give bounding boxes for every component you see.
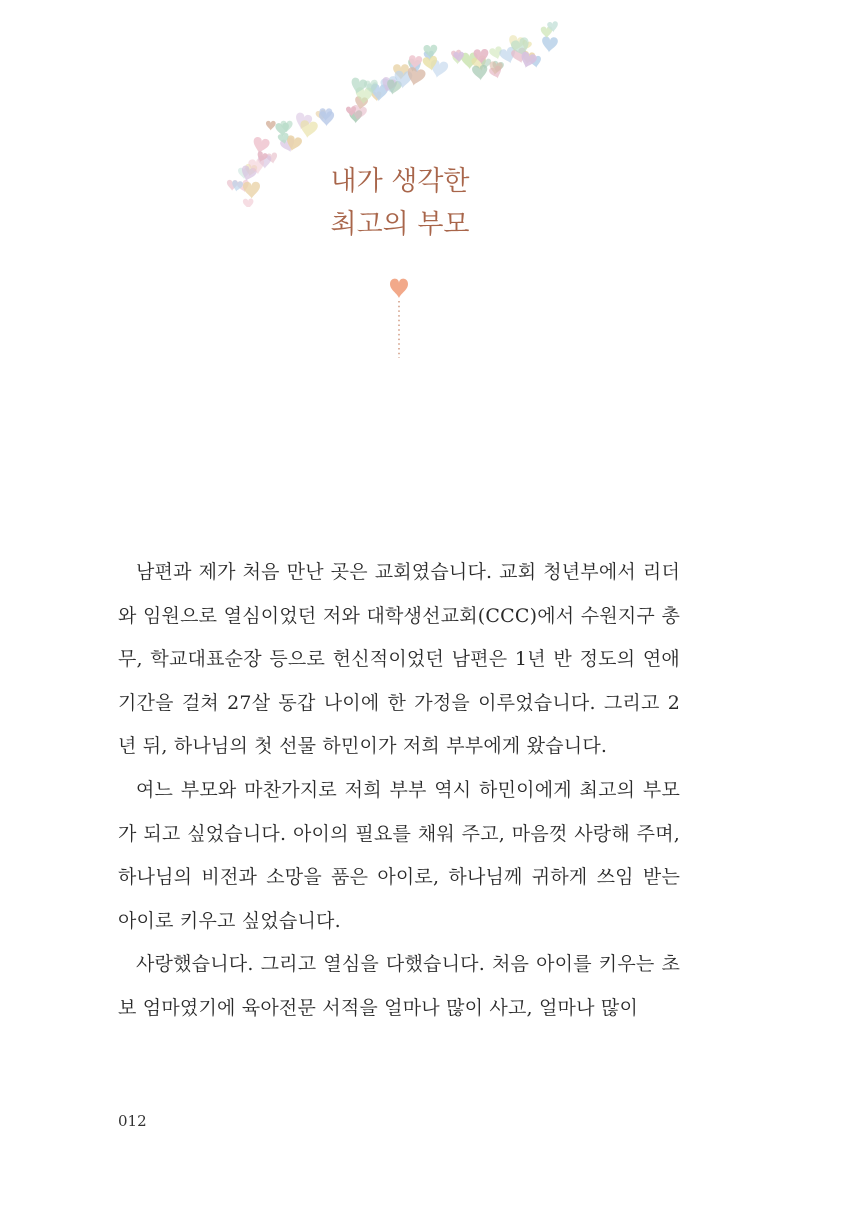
heart-dotted-line-ornament (386, 274, 412, 364)
body-text (118, 551, 680, 1031)
heart-icon (472, 65, 489, 82)
paragraph-3: 사랑했습니다. 그리고 열심을 다했습니다. 처음 아이를 키우는 초보 엄마였기에 육아전문 서적을 얼마나 많이 사고, 얼마나 많이 (118, 953, 680, 1019)
heart-icon (266, 121, 276, 131)
heart-icon (243, 199, 254, 207)
chapter-title-line-1: 내가 생각한 (330, 166, 470, 197)
paragraph-1: 남편과 제가 처음 만난 곳은 교회였습니다. 교회 청년부에서 리더와 임원으로 열심이었던 저와 대학생선교회(CCC)에서 수원지구 총무, 학교대표순장 등으로 헌신적이었던 남편은 1년 반 정도의 연애 기간을 걸쳐 27살 동갑 나이에 한 가정을 이루었습니다. 그리고 2년 뒤, 하나님의 첫 선물 하민이가 저희 부부에게 왔습니다. (118, 561, 680, 758)
paragraph-2: 여느 부모와 마찬가지로 저희 부부 역시 하민이에게 최고의 부모가 되고 싶었습니다. 아이의 필요를 채워 주고, 마음껏 사랑해 주며, 하나님의 비전과 소망을 품은 아이로, 하나님께 귀하게 쓰임 받는 아이로 키우고 싶었습니다. (118, 778, 680, 932)
heart-icon (298, 120, 318, 140)
heart-icon (541, 36, 558, 53)
chapter-title (300, 160, 500, 246)
page-number: 012 (118, 1112, 147, 1130)
chapter-title-line-2: 최고의 부모 (330, 209, 470, 240)
heart-icon (243, 182, 260, 199)
heart-icon (390, 279, 408, 298)
